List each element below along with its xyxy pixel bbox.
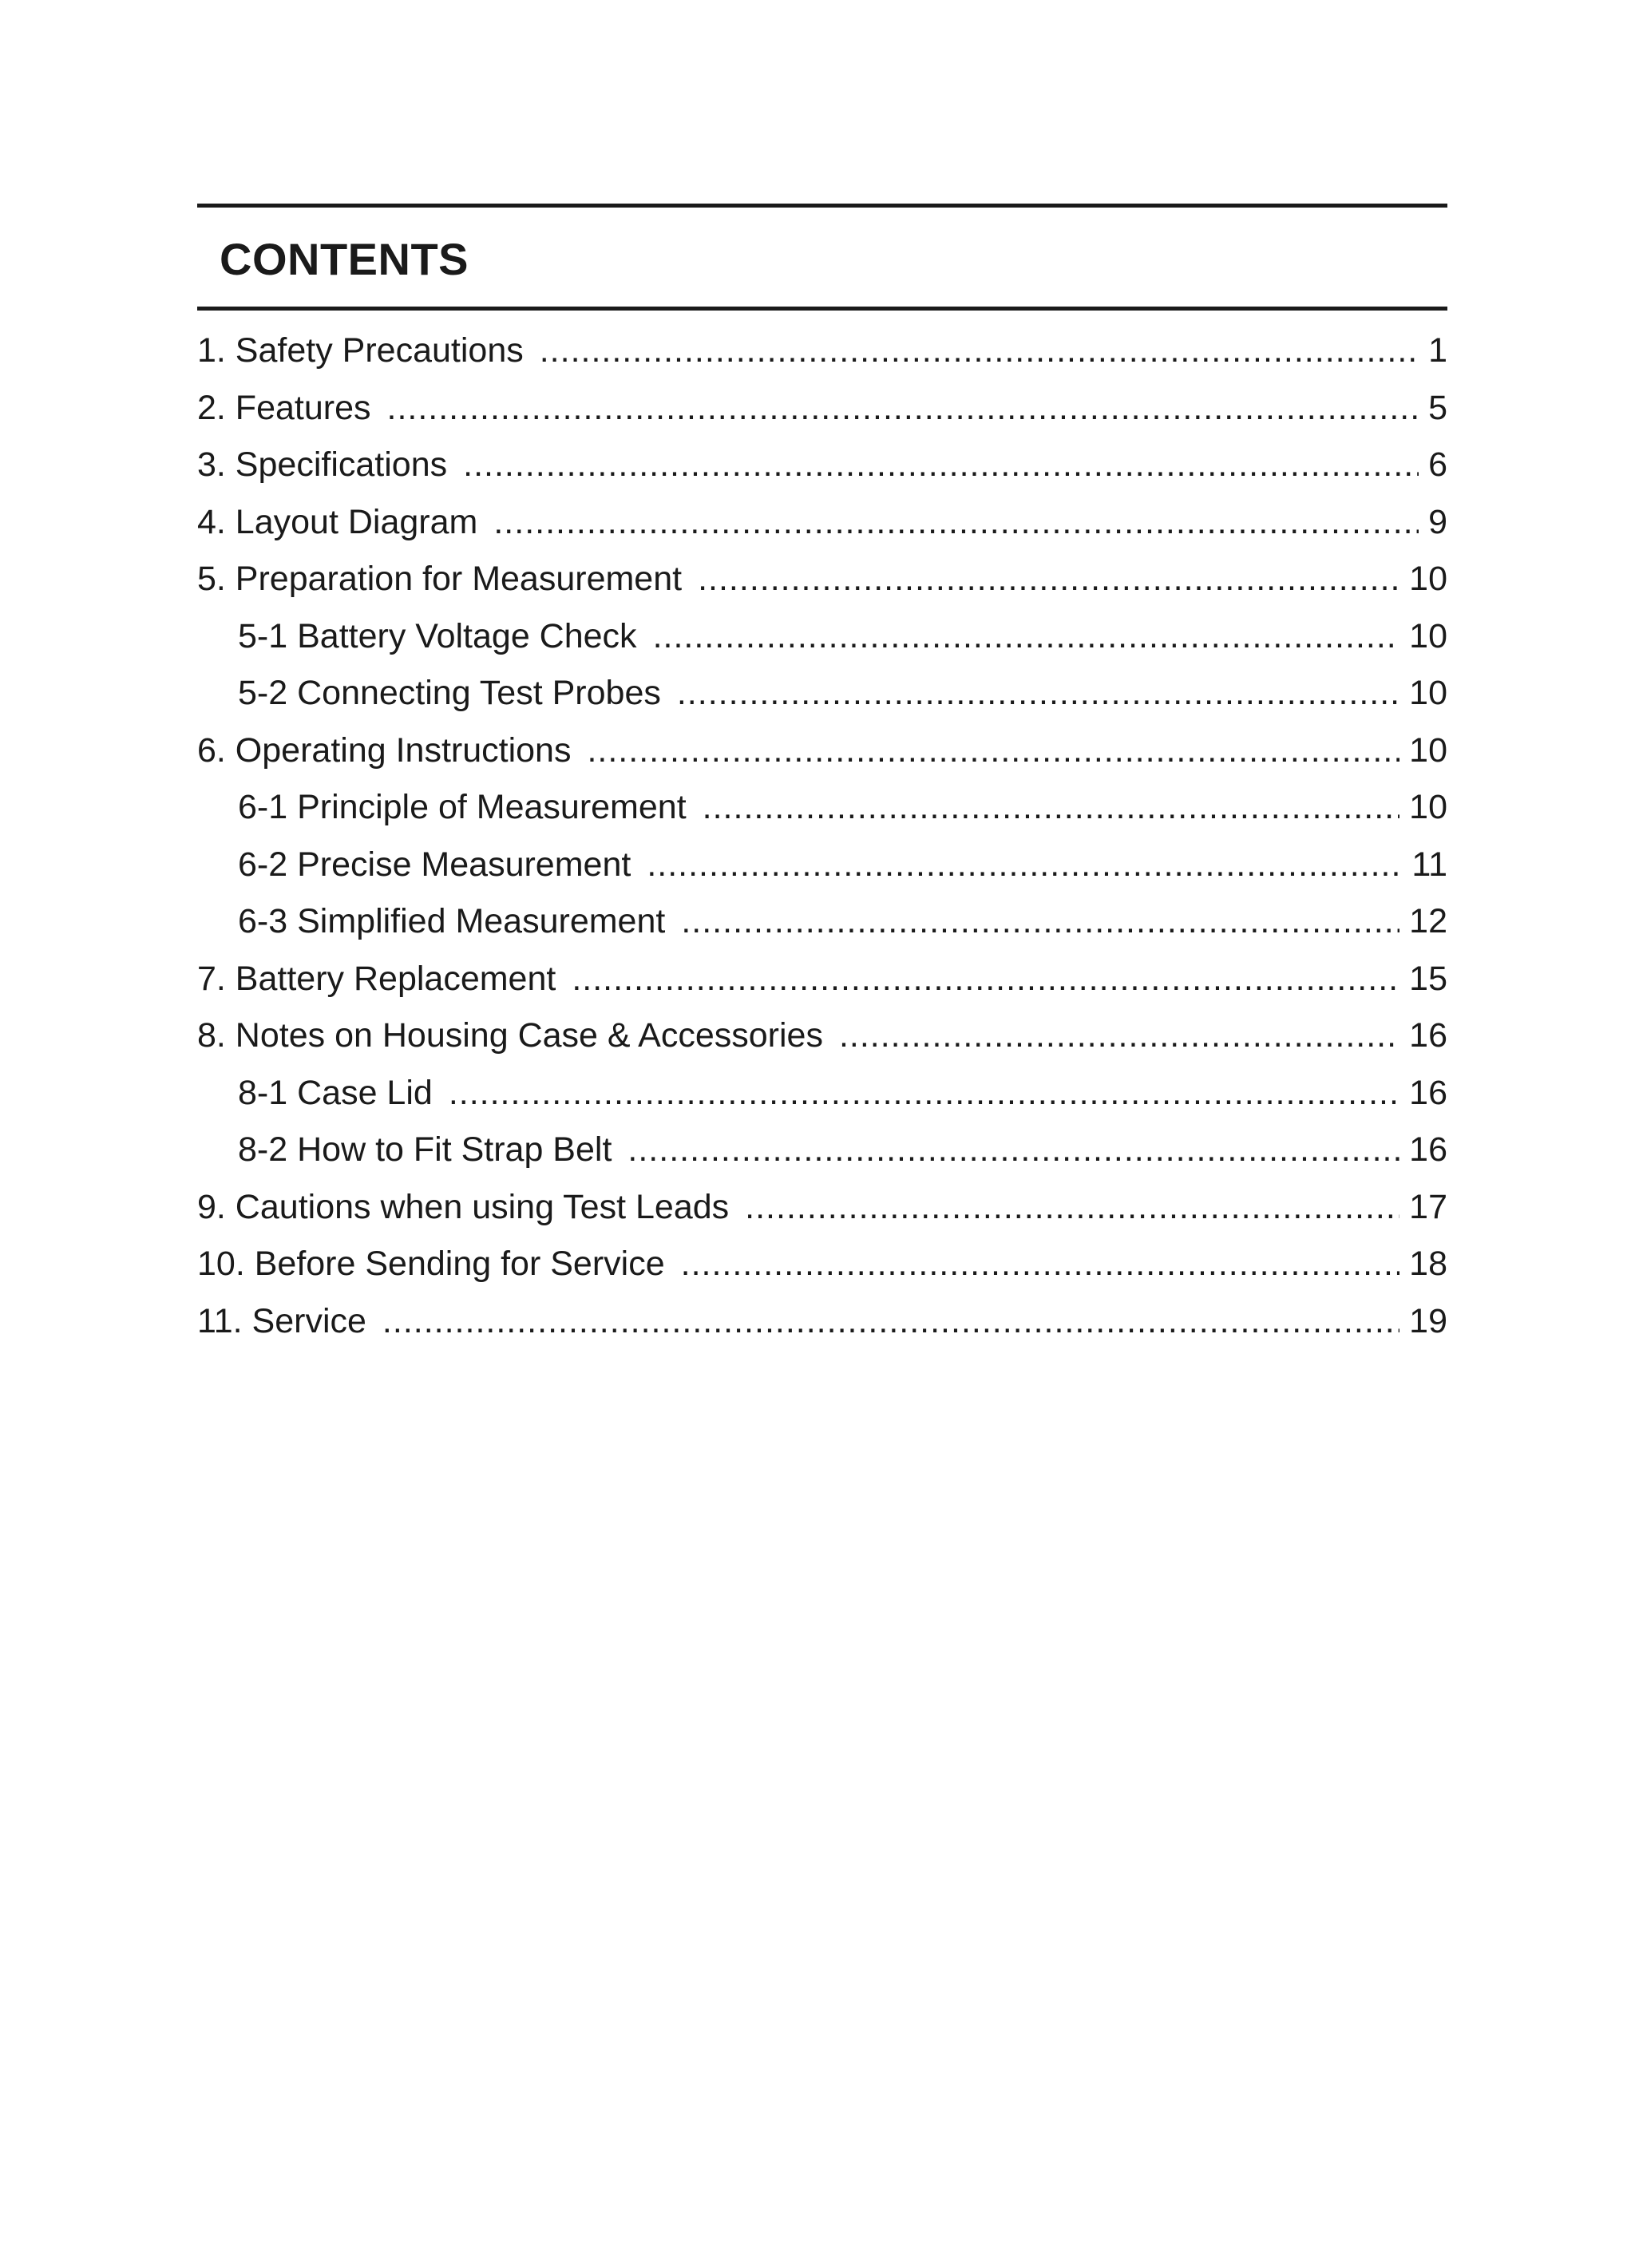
contents-heading: CONTENTS [220, 234, 469, 284]
toc-entry-title: 6-1 Principle of Measurement [238, 788, 687, 826]
toc-entry-title: 4. Layout Diagram [197, 502, 478, 541]
toc-entry-page: 19 [1409, 1301, 1447, 1340]
toc-dot-leader [387, 380, 1419, 437]
toc-entry-title: 9. Cautions when using Test Leads [197, 1187, 730, 1226]
toc-entry-title: 6-2 Precise Measurement [238, 845, 631, 884]
toc-entry-page: 6 [1428, 445, 1447, 484]
toc-entry [197, 1179, 1447, 1237]
toc-dot-leader [677, 665, 1399, 722]
toc-dot-leader [540, 323, 1419, 380]
toc-entry-title: 8-2 How to Fit Strap Belt [238, 1130, 612, 1169]
toc-entry-title: 2. Features [197, 388, 371, 427]
toc-entry-page: 10 [1409, 730, 1447, 770]
toc-dot-leader [493, 494, 1419, 552]
toc-subentry [197, 665, 1447, 722]
toc-entry-page: 10 [1409, 560, 1447, 598]
toc-dot-leader [647, 837, 1402, 894]
toc-entry [197, 1007, 1447, 1065]
toc-dot-leader [382, 1293, 1399, 1351]
toc-dot-leader [745, 1179, 1399, 1237]
toc-entry-title: 1. Safety Precautions [197, 331, 524, 370]
toc-entry-page: 16 [1409, 1016, 1447, 1055]
toc-entry-page: 16 [1409, 1073, 1447, 1112]
toc-entry-title: 5-1 Battery Voltage Check [238, 616, 637, 655]
toc-entry-title: 8. Notes on Housing Case & Accessories [197, 1016, 823, 1055]
top-rule [197, 204, 1447, 208]
toc-entry [197, 323, 1447, 380]
toc-entry-title: 10. Before Sending for Service [197, 1245, 665, 1283]
toc-entry [197, 951, 1447, 1008]
toc-entry-page: 16 [1409, 1130, 1447, 1169]
toc-entry-title: 7. Battery Replacement [197, 959, 556, 998]
toc-subentry [197, 779, 1447, 837]
toc-subentry [197, 837, 1447, 894]
toc-entry-page: 9 [1428, 502, 1447, 541]
toc-subentry [197, 1122, 1447, 1179]
toc-dot-leader [463, 437, 1419, 494]
toc-subentry [197, 893, 1447, 951]
heading-underline-rule [197, 307, 1447, 311]
toc-subentry [197, 1065, 1447, 1122]
toc-dot-leader [587, 722, 1399, 780]
toc-entry-page: 5 [1428, 388, 1447, 427]
toc-entry-page: 12 [1409, 902, 1447, 940]
toc-entry [197, 437, 1447, 494]
toc-entry-title: 5-2 Connecting Test Probes [238, 674, 661, 712]
toc-entry [197, 722, 1447, 780]
toc-dot-leader [703, 779, 1400, 837]
toc-entry-page: 10 [1409, 616, 1447, 655]
toc-entry-page: 1 [1428, 331, 1447, 370]
toc-dot-leader [839, 1007, 1399, 1065]
toc-entry-title: 6. Operating Instructions [197, 730, 572, 770]
toc-entry-page: 10 [1409, 788, 1447, 826]
toc-entry-page: 11 [1411, 845, 1447, 884]
toc-entry [197, 1236, 1447, 1293]
toc-entry [197, 494, 1447, 552]
toc-entry-title: 5. Preparation for Measurement [197, 560, 683, 598]
toc-entry-title: 8-1 Case Lid [238, 1073, 433, 1112]
table-of-contents [197, 323, 1447, 1350]
toc-entry [197, 380, 1447, 437]
toc-entry-page: 15 [1409, 959, 1447, 998]
toc-subentry [197, 608, 1447, 666]
toc-entry-page: 17 [1409, 1187, 1447, 1226]
toc-entry [197, 1293, 1447, 1351]
toc-entry-title: 3. Specifications [197, 445, 448, 484]
toc-dot-leader [449, 1065, 1399, 1122]
toc-dot-leader [681, 1236, 1400, 1293]
toc-dot-leader [653, 608, 1400, 666]
toc-dot-leader [681, 893, 1399, 951]
toc-dot-leader [698, 551, 1399, 608]
toc-entry-page: 10 [1409, 674, 1447, 712]
toc-dot-leader [572, 951, 1399, 1008]
toc-entry-page: 18 [1409, 1245, 1447, 1283]
toc-entry-title: 6-3 Simplified Measurement [238, 902, 666, 940]
toc-entry [197, 551, 1447, 608]
toc-entry-title: 11. Service [197, 1301, 366, 1340]
toc-dot-leader [627, 1122, 1399, 1179]
